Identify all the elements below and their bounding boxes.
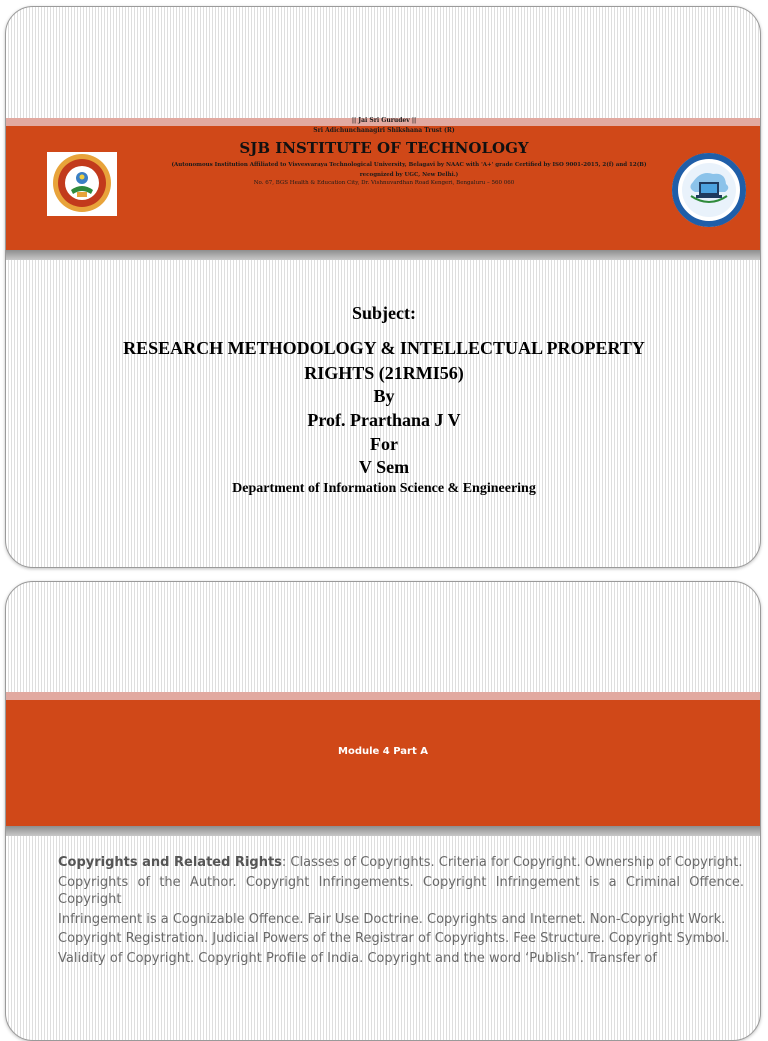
topic-line: Infringement is a Cognizable Offence. Fair Use Doctrine. Copyrights and Internet. Non-Copyright Work.: [58, 911, 726, 927]
module-band-top-stripe: [6, 692, 760, 700]
module-band-shadow: [6, 826, 760, 836]
institute-affiliation: (Autonomous Institution Affiliated to Visvesvaraya Technological University, Belagavi by NAAC with 'A+' grade Certified by ISO 9001-2015, 2(f) and 12(B) recognized by UGC, New Delhi.): [171, 162, 647, 178]
institute-seal-icon: [47, 152, 117, 216]
topic-line: Copyrights and Related Rights: Classes of Copyrights. Criteria for Copyright. Ownership of Copyright.: [58, 855, 743, 870]
module-band: [6, 700, 760, 826]
module-topics: [58, 854, 744, 969]
module-slide: [5, 581, 761, 1041]
institute-logo: [47, 152, 117, 216]
department-logo: [671, 152, 747, 228]
topic-line: Validity of Copyright. Copyright Profile of India. Copyright and the word ‘Publish’. Transfer of: [58, 950, 657, 966]
for-label: For: [370, 434, 398, 454]
institute-motto: || Jai Sri Gurudev ||: [351, 117, 417, 124]
topics-lead: Copyrights and Related Rights: [58, 855, 282, 870]
topic-line: Copyright Registration. Judicial Powers of the Registrar of Copyrights. Fee Structure. Copyright Symbol.: [58, 931, 730, 946]
department-name: Department of Information Science & Engineering: [232, 481, 536, 496]
by-label: By: [373, 386, 395, 406]
subject-label: Subject:: [352, 303, 416, 323]
department-seal-icon: [671, 152, 747, 228]
trust-name: Sri Adichunchanagiri Shikshana Trust (R): [313, 127, 455, 134]
presenter-name: Prof. Prarthana J V: [307, 410, 461, 430]
course-title: RESEARCH METHODOLOGY & INTELLECTUAL PROPERTY RIGHTS (21RMI56): [123, 338, 645, 383]
semester: V Sem: [358, 457, 410, 477]
institute-name: SJB INSTITUTE OF TECHNOLOGY: [239, 139, 529, 157]
module-title: Module 4 Part A: [338, 746, 428, 757]
institute-address: No. 67, BGS Health & Education City, Dr. Vishnuvardhan Road Kengeri, Bengaluru – 560 060: [253, 180, 515, 186]
header-band-shadow: [6, 250, 760, 260]
topic-line: Copyrights of the Author. Copyright Infringements. Copyright Infringement is a Criminal Offence. Copyright: [58, 874, 744, 907]
